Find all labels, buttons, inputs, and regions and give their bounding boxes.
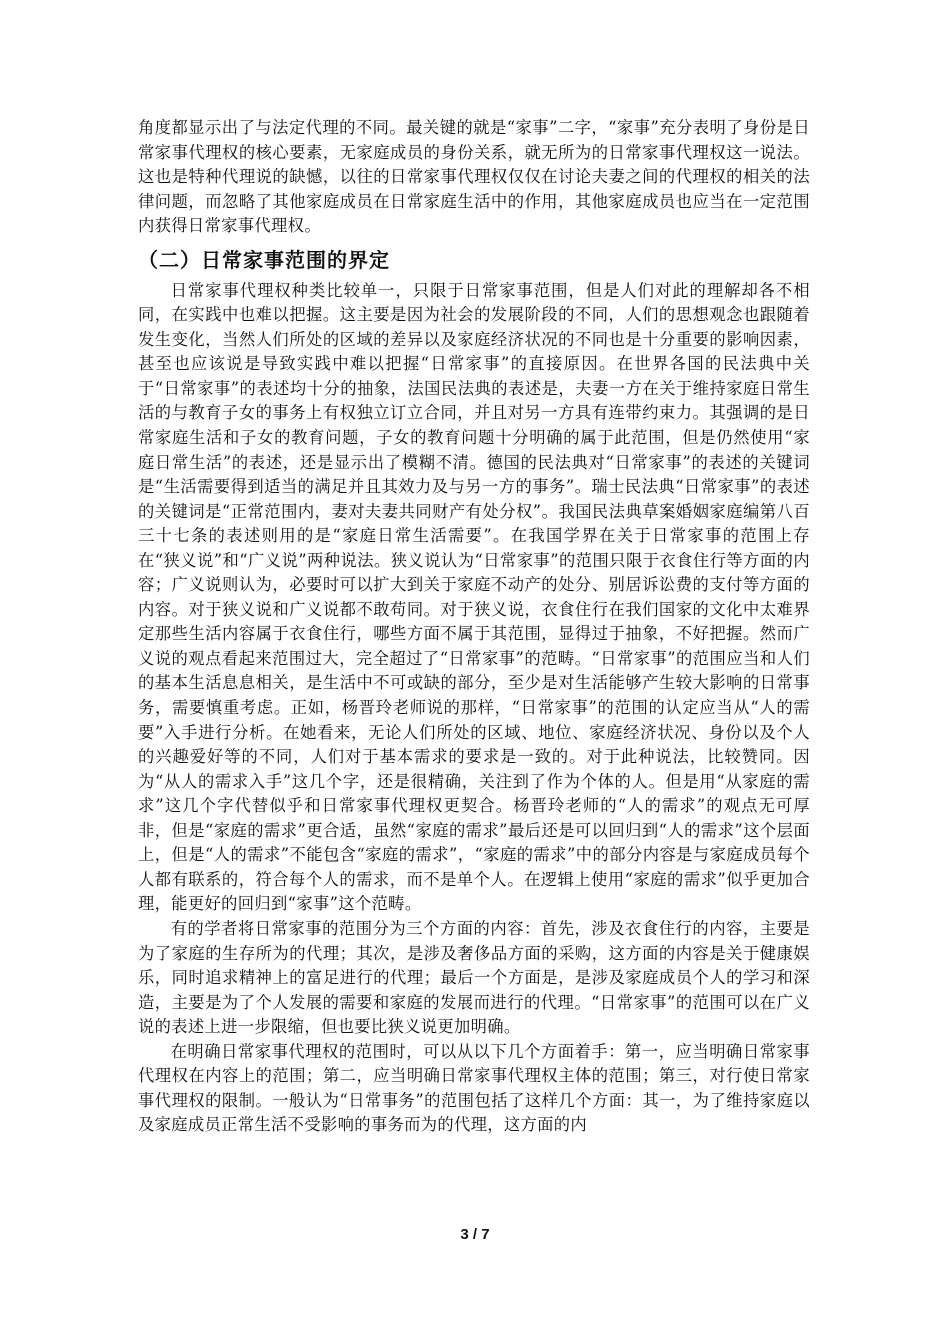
paragraph-scope-definition: 日常家事代理权种类比较单一，只限于日常家事范围，但是人们对此的理解却各不相同，在实践中也难以把握。这主要是因为社会的发展阶段的不同，人们的思想观念也跟随着发生变化，当然人们所处的区域的差异以及家庭经济状况的不同也是十分重要的影响因素，甚至也应该说是导致实践中难以把握“日常家事”的直接原因。在世界各国的民法典中关于“日常家事”的表述均十分的抽象，法国民法典的表述是，夫妻一方在关于维持家庭日常生活的与教育子女的事务上有权独立订立合同，并且对另一方具有连带约束力。其强调的是日常家庭生活和子女的教育问题，子女的教育问题十分明确的属于此范围，但是仍然使用“家庭日常生活”的表述，还是显示出了模糊不清。德国的民法典对“日常家事”的表述的关键词是“生活需要得到适当的满足并且其效力及与另一方的事务”。瑞士民法典“日常家事”的表述的关键词是“正常范围内，妻对夫妻共同财产有处分权”。我国民法典草案婚姻家庭编第八百三十七条的表述则用的是“家庭日常生活需要”。在我国学界在关于日常家事的范围上存在“狭义说”和“广义说”两种说法。狭义说认为“日常家事”的范围只限于衣食住行等方面的内容；广义说则认为，必要时可以扩大到关于家庭不动产的处分、别居诉讼费的支付等方面的内容。对于狭义说和广义说都不敢苟同。对于狭义说，衣食住行在我们国家的文化中太难界定那些生活内容属于衣食住行，哪些方面不属于其范围，显得过于抽象，不好把握。然而广义说的观点看起来范围过大，完全超过了“日常家事”的范畴。“日常家事”的范围应当和人们的基本生活息息相关，是生活中不可或缺的部分，至少是对生活能够产生较大影响的日常事务，需要慎重考虑。正如，杨晋玲老师说的那样，“日常家事”的范围的认定应当从“人的需要”入手进行分析。在她看来，无论人们所处的区域、地位、家庭经济状况、身份以及个人的兴趣爱好等的不同，人们对于基本需求的要求是一致的。对于此种说法，比较赞同。因为“从人的需求入手”这几个字，还是很精确，关注到了作为个体的人。但是用“从家庭的需求”这几个字代替似乎和日常家事代理权更契合。杨晋玲老师的“人的需求”的观点无可厚非，但是“家庭的需求”更合适，虽然“家庭的需求”最后还是可以回归到“人的需求”这个层面上，但是“人的需求”不能包含“家庭的需求”，“家庭的需求”中的部分内容是与家庭成员每个人都有联系的，符合每个人的需求，而不是单个人。在逻辑上使用“家庭的需求”似乎更加合理，能更好的回归到“家事”这个范畴。 (138, 280, 810, 914)
page-body (138, 116, 810, 1138)
paragraph-opening: 角度都显示出了与法定代理的不同。最关键的就是“家事”二字，“家事”充分表明了身份是日常家事代理权的核心要素，无家庭成员的身份关系，就无所为的日常家事代理权这一说法。这也是特种代理说的缺憾，以往的日常家事代理权仅仅在讨论夫妻之间的代理权的相关的法律问题，而忽略了其他家庭成员在日常家庭生活中的作用，其他家庭成员也应当在一定范围内获得日常家事代理权。 (138, 118, 810, 236)
page-number: 3 / 7 (460, 1226, 490, 1243)
paragraph-clarifying-scope: 在明确日常家事代理权的范围时，可以从以下几个方面着手：第一，应当明确日常家事代理权在内容上的范围；第二，应当明确日常家事代理权主体的范围；第三，对行使日常家事代理权的限制。一般认为“日常事务”的范围包括了这样几个方面：其一，为了维持家庭以及家庭成员正常生活不受影响的事务而为的代理，这方面的内 (138, 1041, 810, 1135)
paragraph-three-aspects: 有的学者将日常家事的范围分为三个方面的内容：首先，涉及衣食住行的内容，主要是为了家庭的生存所为的代理；其次，是涉及奢侈品方面的采购，这方面的内容是关于健康娱乐，同时追求精神上的富足进行的代理；最后一个方面是，是涉及家庭成员个人的学习和深造，主要是为了个人发展的需要和家庭的发展而进行的代理。“日常家事”的范围可以在广义说的表述上进一步限缩，但也要比狭义说更加明确。 (138, 918, 810, 1037)
section-heading: （二）日常家事范围的界定 (138, 247, 390, 272)
